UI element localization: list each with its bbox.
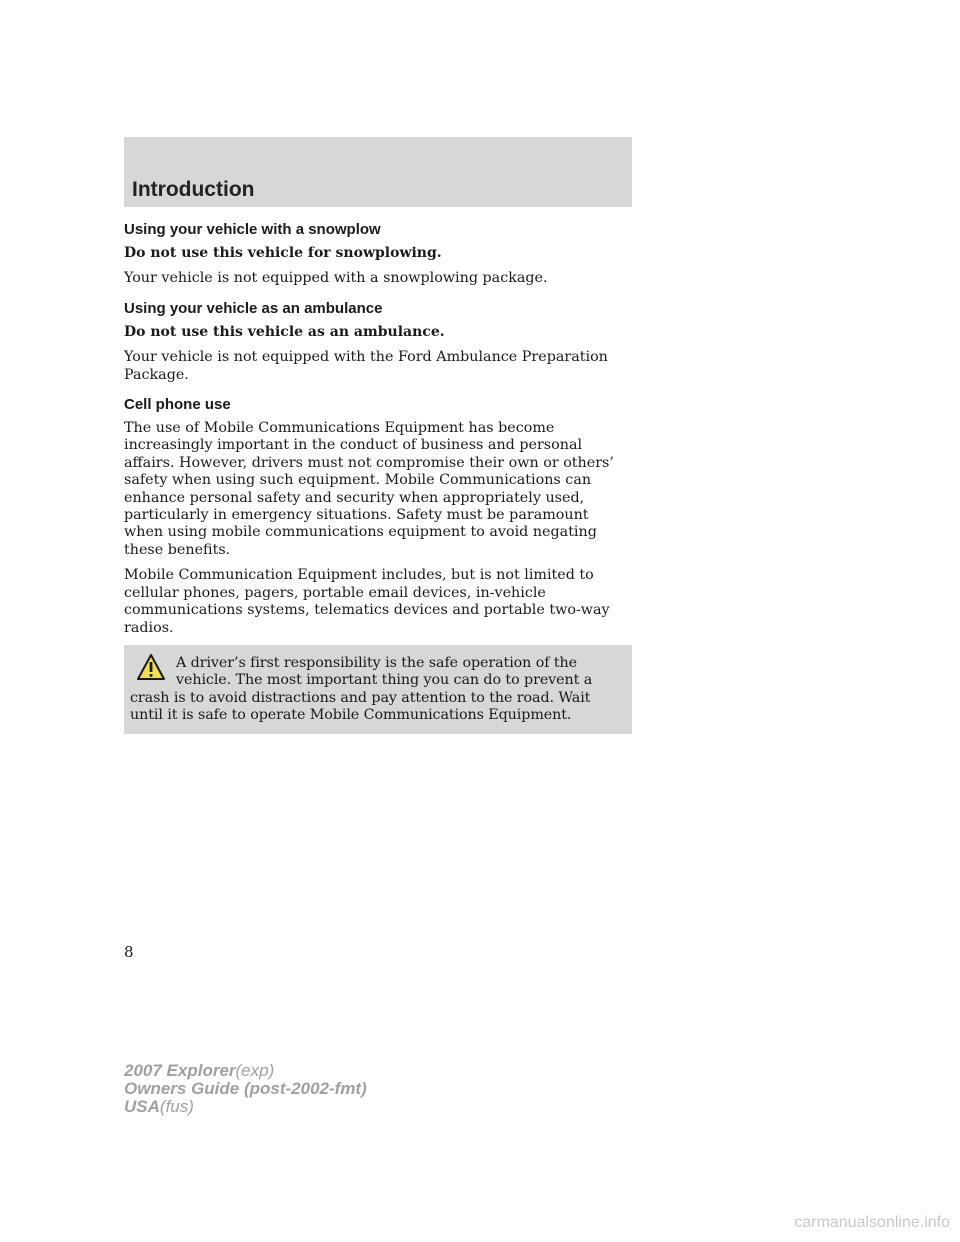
ambulance-text: Your vehicle is not equipped with the Ford Ambulance Preparation Package. [124, 349, 608, 383]
snowplow-heading: Using your vehicle with a snowplow [124, 221, 381, 238]
warning-text: A driver’s first responsibility is the safe operation of the vehicle. The most important thing you can do to prevent a crash is to avoid distractions and pay attention to the road. Wait until it is safe to operate Mobile Communications Equipment. [130, 654, 593, 724]
footer-market-code: (fus) [159, 1097, 194, 1116]
page-number: 8 [124, 943, 134, 961]
watermark: carmanualsonline.info [794, 1214, 950, 1231]
snowplow-warning-text: Do not use this vehicle for snowplowing. [124, 245, 442, 261]
cell-phone-heading: Cell phone use [124, 396, 231, 414]
footer-model-code: (exp) [235, 1061, 275, 1080]
page-content [124, 221, 632, 734]
cell-phone-paragraph-2: Mobile Communication Equipment includes, but is not limited to cellular phones, pagers, portable email devices, in-vehicle communications systems, telematics devices and portable two-way radios. [124, 567, 610, 636]
warning-triangle-icon [136, 653, 166, 681]
footer-model: 2007 Explorer [124, 1061, 236, 1080]
snowplow-text: Your vehicle is not equipped with a snowplowing package. [124, 270, 548, 287]
document-footer [124, 1062, 367, 1116]
warning-box [124, 645, 632, 734]
section-title: Introduction [132, 178, 255, 201]
footer-guide: Owners Guide (post-2002-fmt) [124, 1079, 367, 1098]
cell-phone-paragraph-1: The use of Mobile Communications Equipment has become increasingly important in the conduct of business and personal affairs. However, drivers must not compromise their own or others’ safety when using such equipment. Mobile Communications can enhance personal safety and security when appropriately used, particularly in emergency situations. Safety must be paramount when using mobile communications equipment to avoid negating these benefits. [124, 420, 614, 558]
footer-market: USA [124, 1097, 160, 1116]
ambulance-heading: Using your vehicle as an ambulance [124, 299, 383, 317]
ambulance-warning-text: Do not use this vehicle as an ambulance. [124, 323, 445, 340]
